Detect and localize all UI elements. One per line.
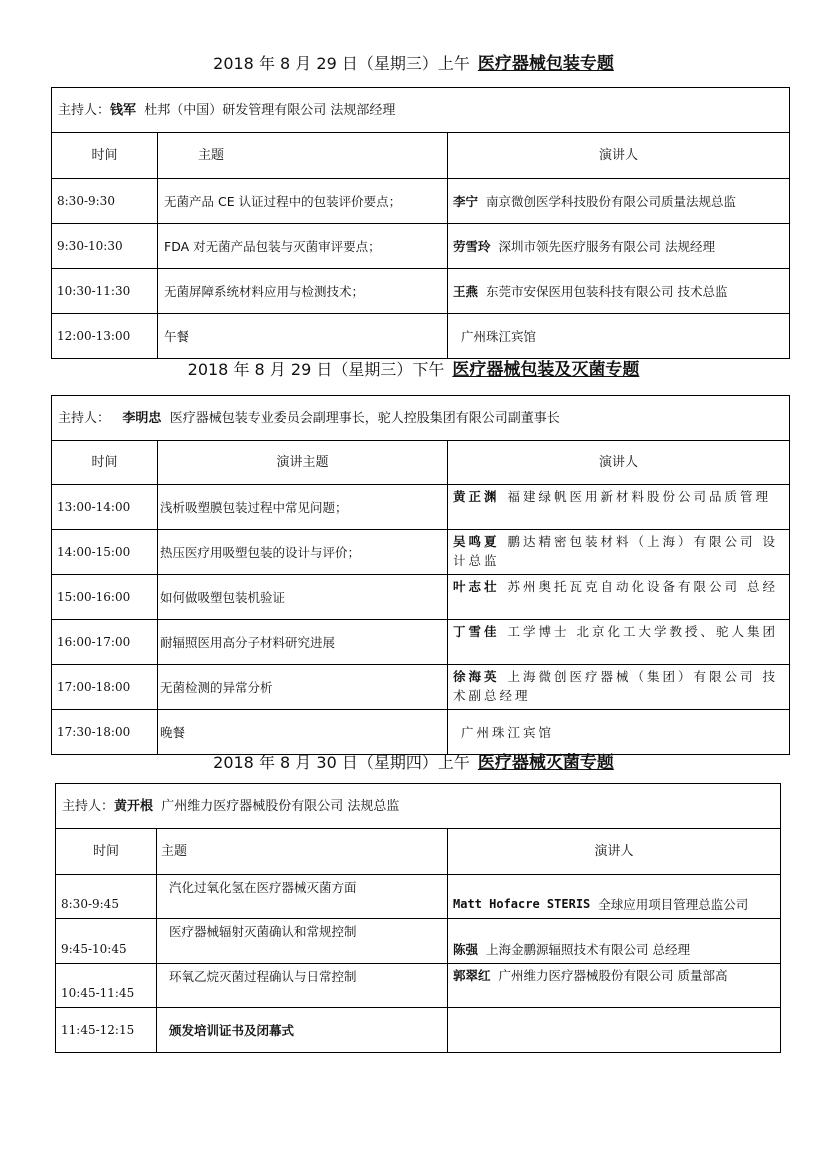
row-time: 9:45-10:45: [56, 919, 157, 963]
speaker-name: 王燕: [453, 283, 479, 299]
row-speaker: [448, 314, 790, 358]
speaker-name: 李宁: [453, 193, 479, 209]
row-time: 12:00-13:00: [52, 314, 158, 358]
row-speaker: [448, 575, 790, 619]
speaker-org: 全球应用项目管理总监公司: [598, 897, 749, 912]
host-row: [52, 88, 790, 133]
speaker-name: 徐海英: [453, 669, 500, 684]
row-speaker: [448, 179, 790, 223]
section-1-table: [51, 87, 790, 359]
header-topic: 主题: [157, 829, 448, 874]
speaker-name: 吴鸣夏: [453, 534, 500, 549]
table-row: [52, 710, 790, 755]
speaker-name: 劳雪玲: [453, 238, 491, 254]
header-time: 时间: [56, 829, 157, 874]
section-1-topic: 医疗器械包装专题: [477, 54, 614, 74]
section-3-title: [0, 752, 827, 774]
row-speaker: [448, 620, 790, 664]
row-time: 15:00-16:00: [52, 575, 158, 619]
speaker-org: 上海金鹏源辐照技术有限公司 总经理: [486, 942, 690, 957]
speaker-name: Matt Hofacre STERIS: [453, 897, 591, 911]
host-desc: 杜邦（中国）研发管理有限公司 法规部经理: [144, 102, 396, 118]
row-speaker: [448, 665, 790, 709]
row-topic: 无菌屏障系统材料应用与检测技术；: [158, 269, 448, 313]
speaker-name: 叶志壮: [453, 579, 500, 594]
table-row: [56, 919, 781, 964]
row-topic: 午餐: [158, 314, 448, 358]
header-speaker: 演讲人: [448, 441, 790, 484]
row-topic: 浅析吸塑膜包装过程中常见问题；: [158, 485, 448, 529]
host-name: 李明忠: [122, 410, 162, 426]
speaker-name: 黄正渊: [453, 489, 500, 504]
row-topic: 晚餐: [158, 710, 448, 754]
row-speaker: [448, 1008, 781, 1052]
row-time: 14:00-15:00: [52, 530, 158, 574]
host-label: 主持人：: [62, 798, 115, 814]
table-row: [56, 875, 781, 919]
table-row: [52, 665, 790, 710]
table-row: [56, 1008, 781, 1053]
host-desc: 医疗器械包装专业委员会副理事长，驼人控股集团有限公司副董事长: [169, 410, 560, 426]
row-topic: 环氧乙烷灭菌过程确认与日常控制: [157, 964, 448, 1007]
table-row: [52, 269, 790, 314]
section-1-title: [0, 53, 827, 75]
speaker-org: 东莞市安保医用包装科技有限公司 技术总监: [486, 283, 728, 299]
table-row: [52, 575, 790, 620]
header-time: 时间: [52, 133, 158, 178]
row-topic: 医疗器械辐射灭菌确认和常规控制: [157, 919, 448, 963]
table-row: [52, 224, 790, 269]
table-row: [52, 530, 790, 575]
row-time: 10:45-11:45: [56, 964, 157, 1007]
table-row: [52, 179, 790, 224]
speaker-org: 工学博士 北京化工大学教授、驼人集团: [507, 624, 778, 639]
row-topic: 耐辐照医用高分子材料研究进展: [158, 620, 448, 664]
row-speaker: [448, 485, 790, 529]
header-row: [56, 829, 781, 875]
header-speaker: 演讲人: [448, 829, 781, 874]
row-topic: 热压医疗用吸塑包装的设计与评价；: [158, 530, 448, 574]
host-row: [52, 396, 790, 441]
speaker-name: 陈强: [453, 942, 479, 957]
row-speaker: [448, 530, 790, 574]
host-label: 主持人：: [58, 410, 111, 426]
header-speaker: 演讲人: [448, 133, 790, 178]
section-3-date: 2018 年 8 月 30 日（星期四）上午: [213, 753, 470, 772]
table-row: [52, 620, 790, 665]
row-speaker: [448, 269, 790, 313]
row-time: 8:30-9:30: [52, 179, 158, 223]
speaker-org: 福建绿帆医用新材料股份公司品质管理: [507, 489, 772, 504]
row-time: 17:00-18:00: [52, 665, 158, 709]
speaker-org: 广州珠江宾馆: [461, 724, 555, 740]
speaker-name: 丁雪佳: [453, 624, 500, 639]
host-name: 黄开根: [114, 798, 154, 814]
row-time: 10:30-11:30: [52, 269, 158, 313]
row-topic: 颁发培训证书及闭幕式: [157, 1008, 448, 1052]
header-time: 时间: [52, 441, 158, 484]
row-time: 11:45-12:15: [56, 1008, 157, 1052]
section-2-title: [0, 359, 827, 381]
speaker-org: 鹏达精密包装材料（上海）有限公司 设计总监: [453, 534, 778, 568]
header-topic: 演讲主题: [158, 441, 448, 484]
row-time: 17:30-18:00: [52, 710, 158, 754]
host-name: 钱军: [110, 102, 137, 118]
row-topic: 无菌产品 CE 认证过程中的包装评价要点；: [158, 179, 448, 223]
host-label: 主持人：: [58, 102, 111, 118]
header-topic: 主题: [158, 133, 448, 178]
speaker-org: 广州珠江宾馆: [461, 328, 537, 344]
header-row: [52, 133, 790, 179]
table-row: [56, 964, 781, 1008]
speaker-org: 南京微创医学科技股份有限公司质量法规总监: [486, 193, 737, 209]
row-speaker: [448, 224, 790, 268]
host-desc: 广州维力医疗器械股份有限公司 法规总监: [161, 798, 400, 814]
row-time: 13:00-14:00: [52, 485, 158, 529]
row-topic: 如何做吸塑包装机验证: [158, 575, 448, 619]
speaker-org: 苏州奥托瓦克自动化设备有限公司 总经: [507, 579, 778, 594]
host-row: [56, 784, 781, 829]
row-speaker: [448, 710, 790, 754]
table-row: [52, 485, 790, 530]
table-row: [52, 314, 790, 359]
section-2-table: [51, 395, 790, 755]
row-topic: 汽化过氧化氢在医疗器械灭菌方面: [157, 875, 448, 918]
row-topic: FDA 对无菌产品包装与灭菌审评要点；: [158, 224, 448, 268]
section-1-date: 2018 年 8 月 29 日（星期三）上午: [213, 54, 470, 73]
row-speaker: [448, 964, 781, 1007]
speaker-org: 广州维力医疗器械股份有限公司 质量部高: [498, 968, 728, 983]
section-2-topic: 医疗器械包装及灭菌专题: [452, 360, 640, 380]
row-speaker: [448, 919, 781, 963]
row-time: 9:30-10:30: [52, 224, 158, 268]
row-speaker: [448, 875, 781, 918]
section-3-table: [55, 783, 781, 1053]
row-time: 16:00-17:00: [52, 620, 158, 664]
speaker-org: 上海微创医疗器械（集团）有限公司 技术副总经理: [453, 669, 778, 703]
row-time: 8:30-9:45: [56, 875, 157, 918]
header-row: [52, 441, 790, 485]
row-topic: 无菌检测的异常分析: [158, 665, 448, 709]
section-2-date: 2018 年 8 月 29 日（星期三）下午: [187, 360, 445, 379]
section-3-topic: 医疗器械灭菌专题: [477, 753, 614, 773]
speaker-org: 深圳市领先医疗服务有限公司 法规经理: [498, 238, 715, 254]
speaker-name: 郭翠红: [453, 968, 491, 983]
